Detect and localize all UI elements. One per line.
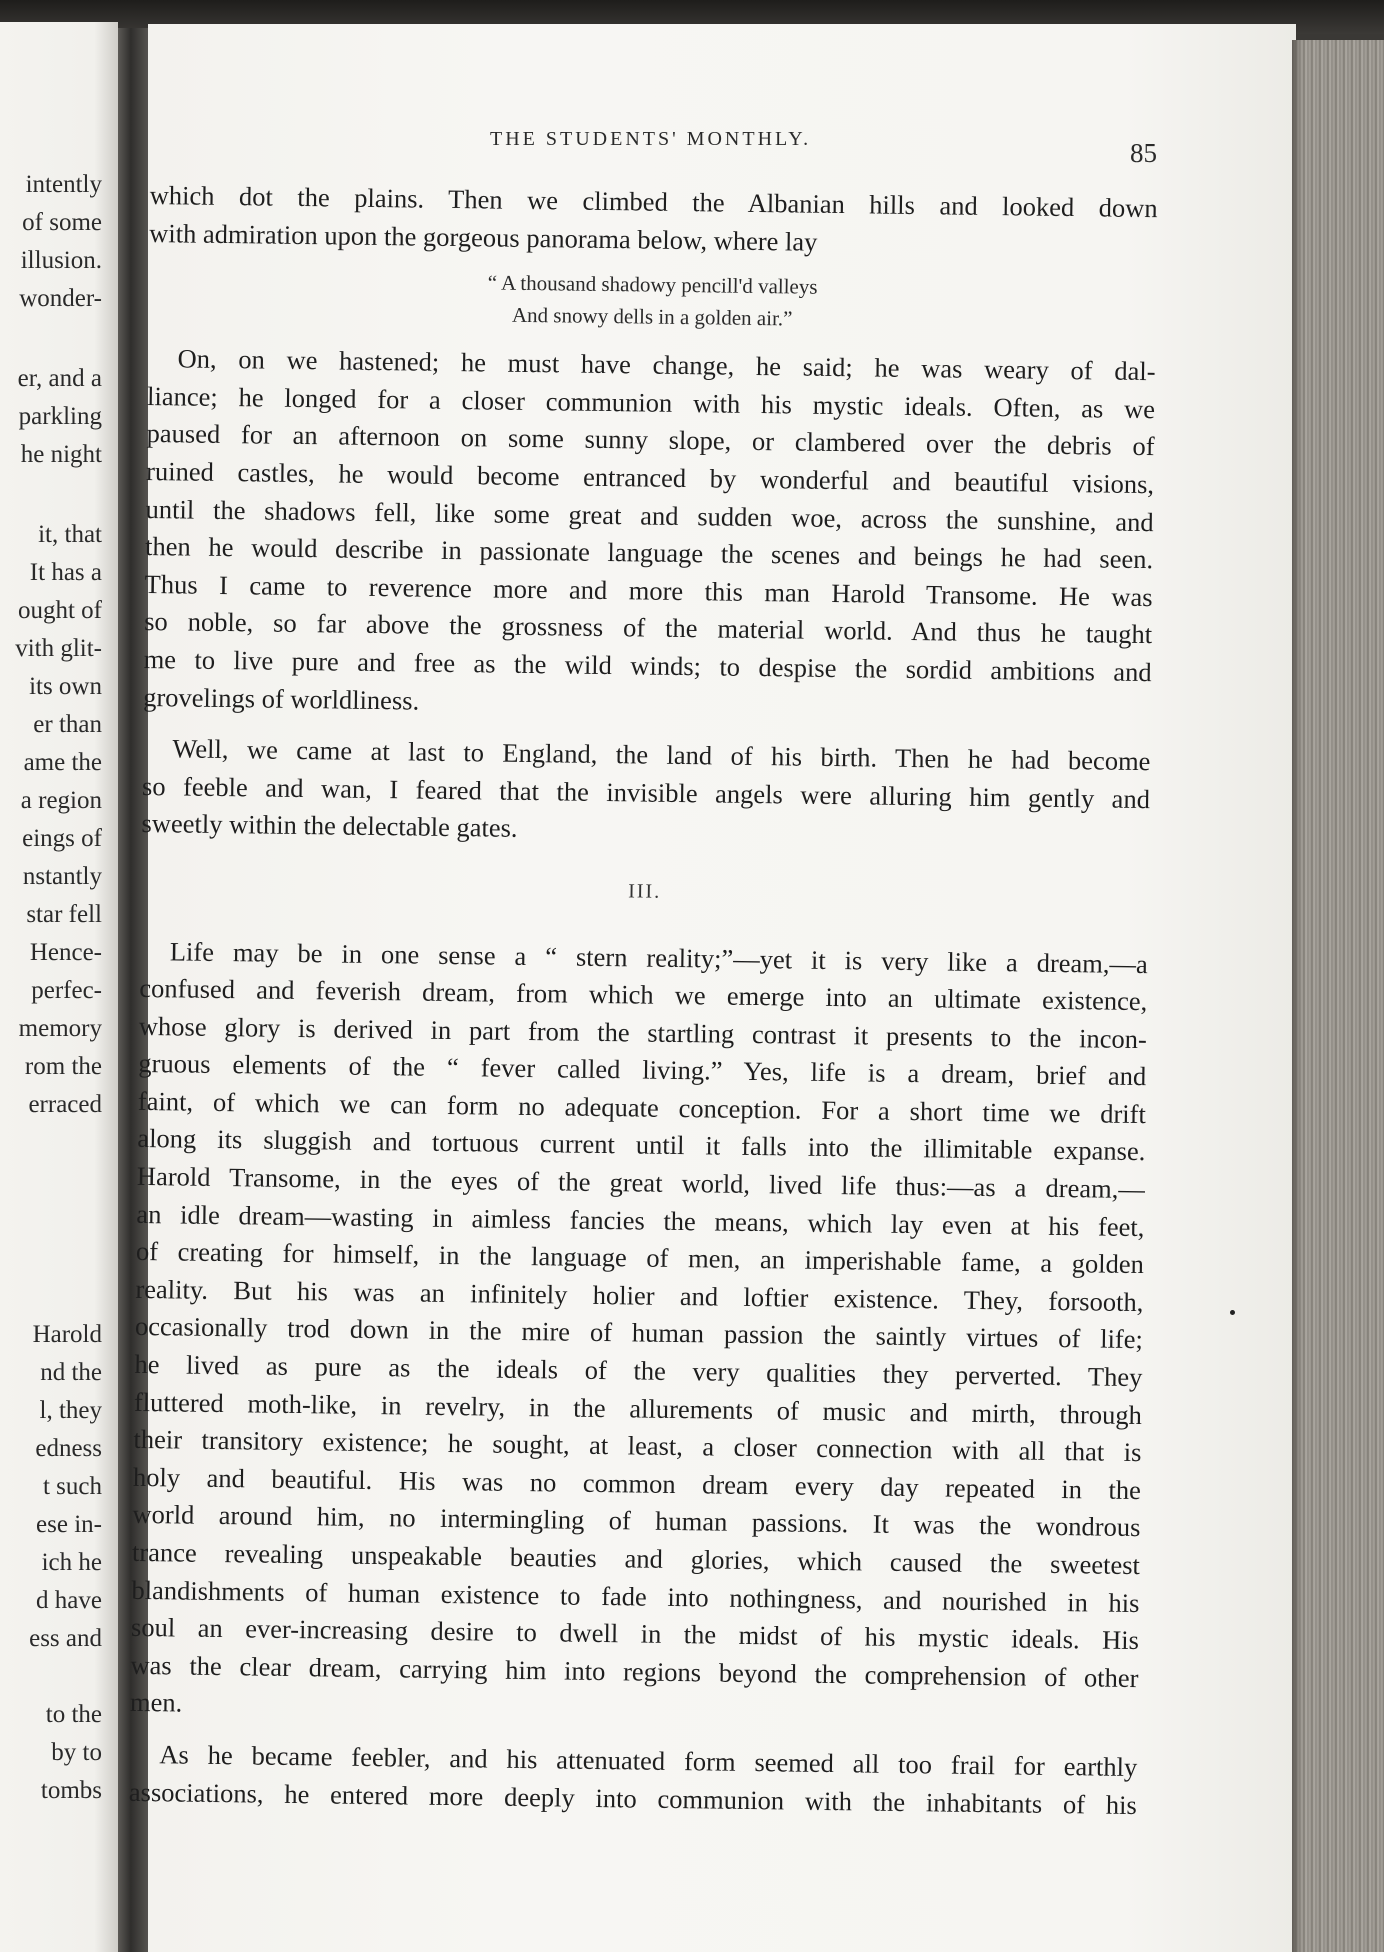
page-edge-stack — [1292, 40, 1384, 1952]
left-page-line: it, that — [38, 521, 102, 548]
left-page-line: tombs — [40, 1777, 102, 1804]
text-line: Harold Transome, in the eyes of the great world, lived life thus:—as a dream,— — [136, 1160, 1146, 1205]
text-line: liance; he longed for a closer communion with his mystic ideals. Often, as we — [146, 380, 1156, 424]
left-page-line: rom the — [24, 1053, 102, 1080]
left-page-line: erraced — [28, 1091, 102, 1118]
left-page-line: by to — [51, 1739, 102, 1766]
left-page-line: It has a — [29, 559, 102, 586]
left-page-line: Hence- — [29, 939, 102, 966]
left-page-line: edness — [35, 1435, 102, 1462]
section-number: III. — [628, 880, 662, 903]
left-page-line: ought of — [17, 597, 102, 624]
left-page-line: parkling — [18, 403, 102, 430]
paragraph-5 — [129, 1736, 1138, 1824]
text-line: soul an ever-increasing desire to dwell in the midst of his mystic ideals. His — [130, 1612, 1140, 1656]
text-line: reality. But his was an infinitely holier and loftier existence. They, forsooth, — [135, 1273, 1144, 1317]
left-page-line: wonder- — [19, 285, 102, 312]
left-page-line: Harold — [32, 1321, 102, 1348]
left-facing-page — [0, 22, 118, 1952]
text-line: paused for an afternoon on some sunny slope, or clambered over the debris of — [146, 418, 1155, 462]
left-page-line: ese in- — [36, 1511, 102, 1538]
text-line: so feeble and wan, I feared that the invisible angels were alluring him gently and — [141, 770, 1151, 814]
text-line: until the shadows fell, like some great and sudden woe, across the sunshine, and — [145, 493, 1154, 537]
text-line: along its sluggish and tortuous current until it falls into the illimitable expanse. — [137, 1123, 1146, 1167]
paragraph-1 — [149, 177, 1158, 265]
text-line: whose glory is derived in part from the startling contrast it presents to the incon- — [138, 1010, 1148, 1054]
left-page-line: eings of — [22, 825, 102, 852]
left-page-line: ess and — [29, 1625, 102, 1652]
text-line: with admiration upon the gorgeous panorama below, where lay — [149, 217, 818, 257]
text-line: me to live pure and free as the wild winds; to despise the sordid ambitions and — [143, 643, 1152, 688]
body-text — [129, 177, 1158, 1824]
text-line: associations, he entered more deeply into communion with the inhabitants of his — [128, 1776, 1137, 1820]
text-line: holy and beautiful. His was no common dream every day repeated in the — [132, 1461, 1142, 1505]
paragraph-4 — [130, 932, 1148, 1735]
text-line: he lived as pure as the ideals of the very qualities they perverted. They — [134, 1348, 1143, 1393]
text-line: world around him, no intermingling of human passions. It was the wondrous — [132, 1499, 1141, 1543]
text-line: occasionally trod down in the mire of human passion the saintly virtues of life; — [134, 1311, 1144, 1355]
ink-speck — [1230, 1310, 1235, 1315]
text-line: Thus I came to reverence more and more this man Harold Transome. He was — [144, 568, 1153, 612]
left-page-line: a region — [20, 787, 102, 814]
running-head: THE STUDENTS' MONTHLY. — [490, 128, 812, 150]
text-line: which dot the plains. Then we climbed the Albanian hills and looked down — [149, 179, 1158, 224]
paragraph-3 — [141, 730, 1150, 856]
text-line: so noble, so far above the grossness of the material world. And thus he taught — [143, 606, 1153, 650]
left-page-line: er, and a — [17, 365, 102, 392]
text-line: trance revealing unspeakable beauties and glories, which caused the sweetest — [131, 1536, 1141, 1581]
left-page-line: vith glit- — [15, 635, 102, 662]
left-page-line: star fell — [26, 901, 102, 928]
text-line: On, on we hastened; he must have change, he said; he was weary of dal- — [177, 343, 1156, 387]
text-line: men. — [129, 1687, 183, 1718]
text-line: gruous elements of the “ fever called living.” Yes, life is a dream, brief and — [138, 1048, 1147, 1092]
text-line: was the clear dream, carrying him into regions beyond the comprehension of other — [130, 1649, 1139, 1693]
left-page-line: its own — [29, 673, 102, 700]
text-line: Well, we came at last to England, the land of his birth. Then he had become — [172, 733, 1151, 777]
text-line: ruined castles, he would become entranced by wonderful and beautiful visions, — [145, 455, 1155, 500]
text-line: their transitory existence; he sought, at least, a closer connection with all that is — [133, 1424, 1142, 1468]
paragraph-2 — [143, 340, 1156, 729]
left-page-line: nstantly — [22, 863, 102, 890]
left-page-line: er than — [33, 711, 102, 738]
text-line: faint, of which we can form no adequate conception. For a short time we drift — [137, 1085, 1147, 1129]
text-line: sweetly within the delectable gates. — [141, 808, 518, 844]
left-page-line: l, they — [39, 1397, 102, 1424]
left-page-line: illusion. — [20, 247, 102, 274]
left-page-line: nd the — [40, 1359, 102, 1386]
text-line: blandishments of human existence to fade into nothingness, and nourished in his — [131, 1574, 1140, 1618]
left-page-line: to the — [45, 1701, 102, 1728]
text-line: fluttered moth-like, in revelry, in the allurements of music and mirth, through — [133, 1386, 1143, 1430]
quote-line: “ A thousand shadowy pencill'd valleys — [487, 270, 818, 299]
left-page-line: he night — [20, 441, 102, 468]
left-page-line: t such — [42, 1473, 102, 1500]
left-page-line: perfec- — [31, 977, 102, 1004]
text-line: confused and feverish dream, from which we emerge into an ultimate existence, — [139, 973, 1148, 1017]
quote-line: And snowy dells in a golden air.” — [511, 302, 793, 331]
text-line: then he would describe in passionate language the scenes and beings he had seen. — [144, 531, 1154, 575]
page-number: 85 — [1130, 138, 1157, 168]
text-line: grovelings of worldliness. — [143, 681, 420, 716]
text-line: As he became feebler, and his attenuated form seemed all too frail for earthly — [159, 1739, 1138, 1783]
left-page-line: intently — [25, 171, 102, 198]
left-page-line: d have — [36, 1587, 102, 1614]
left-page-line: ame the — [23, 749, 102, 776]
left-page-line: memory — [18, 1015, 102, 1042]
text-line: Life may be in one sense a “ stern reality;”—yet it is very like a dream,—a — [169, 935, 1148, 979]
text-line: of creating for himself, in the language of men, an imperishable fame, a golden — [135, 1236, 1145, 1280]
left-page-line: ich he — [41, 1549, 102, 1576]
text-line: an idle dream—wasting in aimless fancies the means, which lay even at his feet, — [136, 1198, 1145, 1242]
left-page-line: of some — [22, 209, 102, 236]
